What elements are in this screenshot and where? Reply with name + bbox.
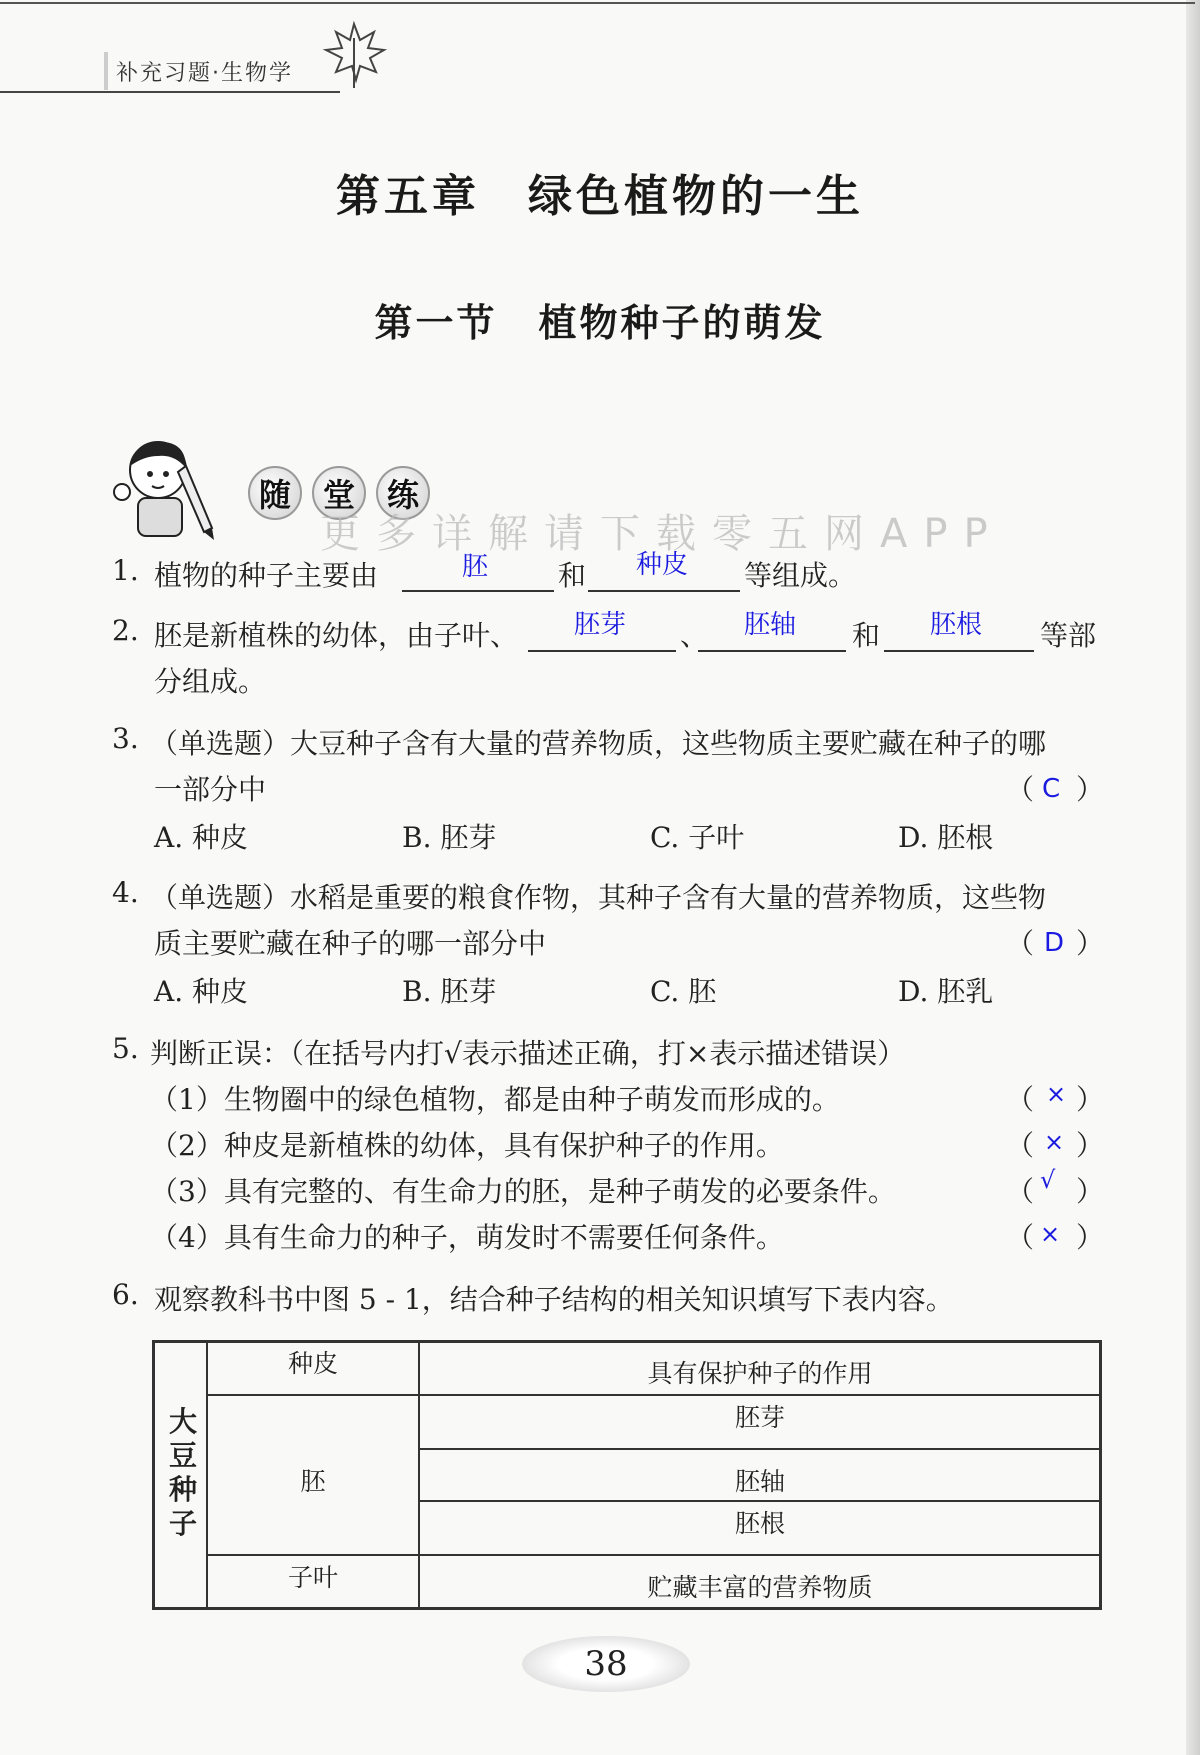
q2-blank-2 bbox=[698, 648, 846, 652]
q1-text-a: 植物的种子主要由 bbox=[154, 559, 379, 592]
table-line bbox=[418, 1500, 1100, 1502]
q2-text-a: 胚是新植株的幼体，由子叶、 bbox=[154, 619, 519, 652]
header-rule bbox=[0, 91, 340, 93]
q6-text: 观察教科书中图 5 - 1，结合种子结构的相关知识填写下表内容。 bbox=[154, 1283, 954, 1316]
q2-sep: 、 bbox=[680, 619, 709, 652]
header-top-rule bbox=[0, 2, 1195, 4]
q2-blank-1 bbox=[528, 648, 676, 652]
q3-option-a: A. 种皮 bbox=[154, 821, 249, 854]
table-row-label bbox=[168, 1405, 198, 1541]
q5-item-2: （2）种皮是新植株的幼体，具有保护种子的作用。 bbox=[150, 1129, 784, 1162]
q2-number: 2. bbox=[112, 614, 139, 647]
student-mascot-icon bbox=[108, 436, 228, 548]
practice-char: 随 bbox=[248, 466, 302, 520]
q4-paren-close: ） bbox=[1076, 927, 1105, 960]
practice-char: 堂 bbox=[312, 466, 366, 520]
q5-item-1-answer: × bbox=[1046, 1080, 1067, 1108]
q1-text-b: 和 bbox=[558, 559, 587, 592]
q5-item-1-paren-open: （ bbox=[1006, 1083, 1035, 1116]
q3-answer: C bbox=[1042, 774, 1061, 804]
chapter-title: 第五章 绿色植物的一生 bbox=[336, 171, 864, 222]
q2-answer-1: 胚芽 bbox=[574, 610, 627, 640]
q3-paren-close: ） bbox=[1076, 773, 1105, 806]
section-title: 第一节 植物种子的萌发 bbox=[374, 301, 826, 345]
table-sub-1-answer: 胚芽 bbox=[734, 1403, 785, 1432]
q5-item-1-paren-close: ） bbox=[1076, 1083, 1105, 1116]
q5-item-3-answer: √ bbox=[1040, 1166, 1056, 1194]
table-function-1: 具有保护种子的作用 bbox=[647, 1359, 873, 1388]
maple-leaf-icon bbox=[318, 18, 390, 90]
table-part-1-answer: 种皮 bbox=[287, 1349, 338, 1378]
q5-item-3-paren-open: （ bbox=[1006, 1175, 1035, 1208]
table-part-2: 胚 bbox=[300, 1467, 326, 1496]
q4-number: 4. bbox=[112, 876, 139, 909]
q3-option-c: C. 子叶 bbox=[650, 821, 745, 854]
q4-paren-open: （ bbox=[1006, 927, 1035, 960]
watermark: 更多详解请下载零五网APP bbox=[320, 511, 1004, 557]
q3-option-b: B. 胚芽 bbox=[402, 821, 497, 854]
q4-line2: 质主要贮藏在种子的哪一部分中 bbox=[154, 927, 547, 960]
table-line bbox=[206, 1554, 1100, 1556]
q2-answer-3: 胚根 bbox=[930, 610, 983, 640]
q2-blank-3 bbox=[884, 648, 1034, 652]
q5-item-2-paren-open: （ bbox=[1006, 1129, 1035, 1162]
q1-answer-2: 种皮 bbox=[636, 550, 689, 580]
page-number: 38 bbox=[584, 1644, 628, 1684]
q1-text-c: 等组成。 bbox=[744, 559, 857, 592]
q4-line1: （单选题）水稻是重要的粮食作物，其种子含有大量的营养物质，这些物 bbox=[150, 881, 1047, 914]
row-label-char: 种 bbox=[168, 1473, 197, 1506]
q3-paren-open: （ bbox=[1006, 773, 1035, 806]
q5-number: 5. bbox=[112, 1032, 139, 1065]
table-sub-3-answer: 胚根 bbox=[734, 1509, 785, 1538]
q2-text-b: 和 bbox=[852, 619, 881, 652]
q4-option-a: A. 种皮 bbox=[154, 975, 249, 1008]
q5-item-2-answer: × bbox=[1044, 1128, 1065, 1156]
q3-line2: 一部分中 bbox=[154, 773, 267, 806]
q4-option-d: D. 胚乳 bbox=[898, 975, 994, 1008]
q4-option-c: C. 胚 bbox=[650, 975, 717, 1008]
q3-option-d: D. 胚根 bbox=[898, 821, 994, 854]
table-line bbox=[418, 1448, 1100, 1450]
row-label-char: 豆 bbox=[168, 1439, 197, 1472]
table-line bbox=[206, 1394, 1100, 1396]
q5-item-3-paren-close: ） bbox=[1076, 1175, 1105, 1208]
q5-item-4-paren-close: ） bbox=[1076, 1221, 1105, 1254]
q5-item-1: （1）生物圈中的绿色植物，都是由种子萌发而形成的。 bbox=[150, 1083, 840, 1116]
q3-line1: （单选题）大豆种子含有大量的营养物质，这些物质主要贮藏在种子的哪 bbox=[150, 727, 1047, 760]
q5-item-2-paren-close: ） bbox=[1076, 1129, 1105, 1162]
q5-item-3: （3）具有完整的、有生命力的胚，是种子萌发的必要条件。 bbox=[150, 1175, 896, 1208]
book-title: 补充习题·生物学 bbox=[116, 61, 293, 86]
header-accent-bar bbox=[104, 52, 108, 90]
q3-number: 3. bbox=[112, 722, 139, 755]
q4-option-b: B. 胚芽 bbox=[402, 975, 497, 1008]
q4-answer: D bbox=[1044, 928, 1065, 958]
q5-item-4-paren-open: （ bbox=[1006, 1221, 1035, 1254]
row-label-char: 大 bbox=[168, 1405, 197, 1438]
q5-item-4-answer: × bbox=[1040, 1220, 1061, 1248]
q5-text: 判断正误：（在括号内打√表示描述正确，打×表示描述错误） bbox=[150, 1037, 906, 1070]
row-label-char: 子 bbox=[168, 1507, 197, 1540]
table-function-3: 贮藏丰富的营养物质 bbox=[647, 1573, 873, 1602]
q1-blank-2 bbox=[588, 588, 740, 592]
q2-text-c: 等部 bbox=[1040, 619, 1097, 652]
q2-line2: 分组成。 bbox=[154, 665, 267, 698]
table-part-3-answer: 子叶 bbox=[287, 1563, 338, 1592]
practice-char: 练 bbox=[376, 466, 430, 520]
table-sub-2: 胚轴 bbox=[734, 1467, 785, 1496]
q2-answer-2: 胚轴 bbox=[744, 610, 797, 640]
q5-item-4: （4）具有生命力的种子，萌发时不需要任何条件。 bbox=[150, 1221, 784, 1254]
q1-number: 1. bbox=[112, 554, 139, 587]
q1-answer-1: 胚 bbox=[462, 552, 489, 582]
q1-blank-1 bbox=[402, 588, 554, 592]
page-edge bbox=[1186, 0, 1200, 1755]
q6-number: 6. bbox=[112, 1278, 139, 1311]
